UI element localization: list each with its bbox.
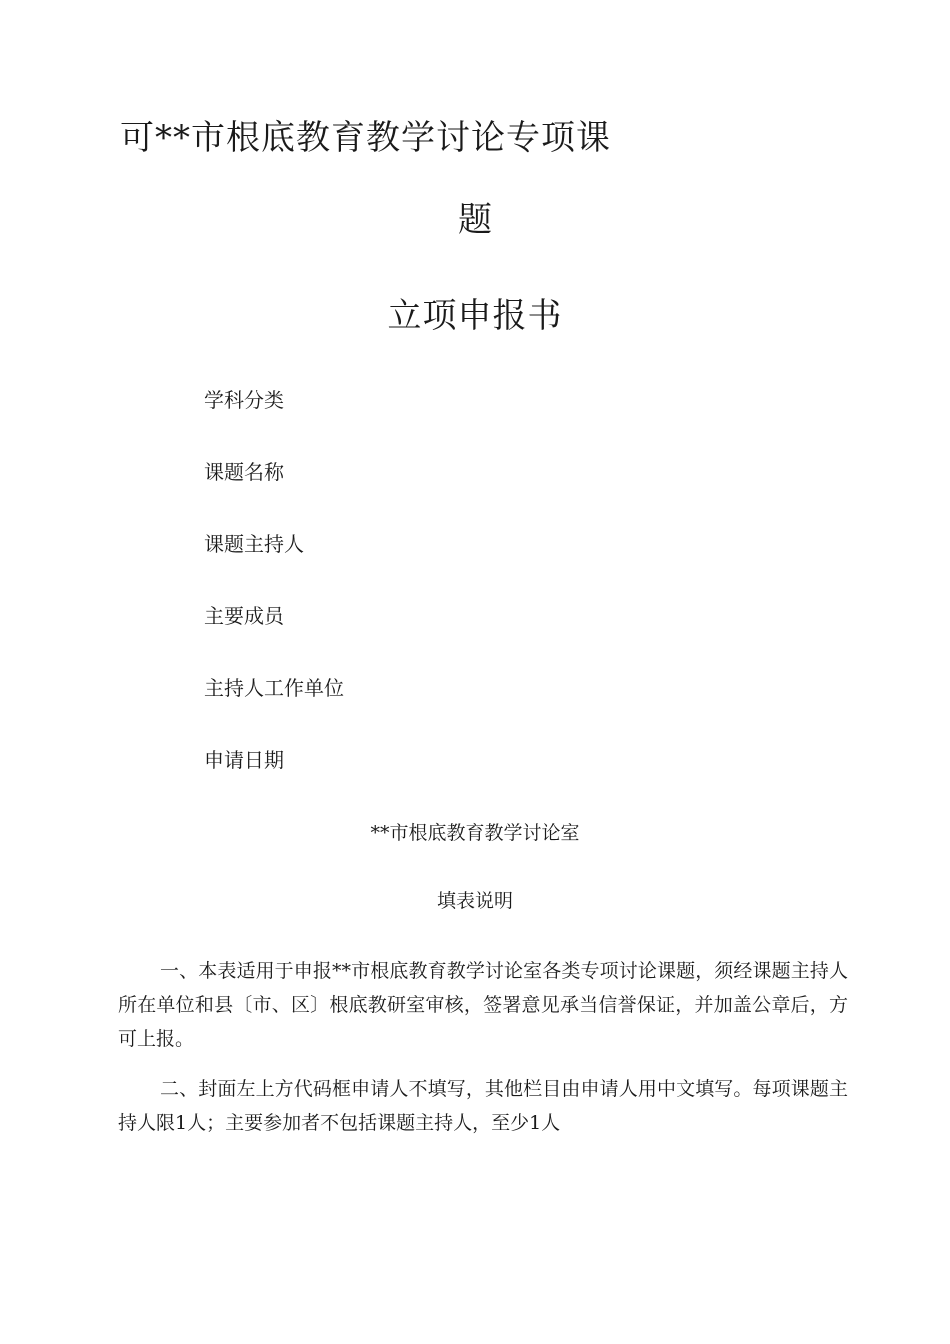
instruction-paragraph: 二、封面左上方代码框申请人不填写，其他栏目由申请人用中文填写。每项课题主持人限1人；主要参加者不包括课题主持人，至少1人 [118, 1078, 848, 1134]
page-subtitle: 立项申报书 [387, 296, 563, 336]
page-title-line-2: 题 [458, 200, 492, 240]
field-application-date: 申请日期 [204, 748, 284, 772]
field-project-name: 课题名称 [204, 460, 284, 484]
field-subject-category: 学科分类 [204, 388, 284, 412]
field-project-host: 课题主持人 [204, 532, 304, 556]
instructions-body [118, 954, 848, 1156]
instruction-paragraph: 一、本表适用于申报**市根底教育教学讨论室各类专项讨论课题，须经课题主持人所在单位和县〔市、区〕根底教研室审核，签署意见承当信誉保证，并加盖公章后，方可上报。 [118, 960, 848, 1050]
cover-fields [204, 386, 344, 818]
instructions-heading: 填表说明 [436, 890, 513, 912]
field-host-work-unit: 主持人工作单位 [204, 676, 344, 700]
page-title-line-1: 可**市根底教育教学讨论专项课 [120, 118, 611, 158]
field-main-members: 主要成员 [204, 604, 284, 628]
issuing-organization: **市根底教育教学讨论室 [370, 822, 580, 844]
